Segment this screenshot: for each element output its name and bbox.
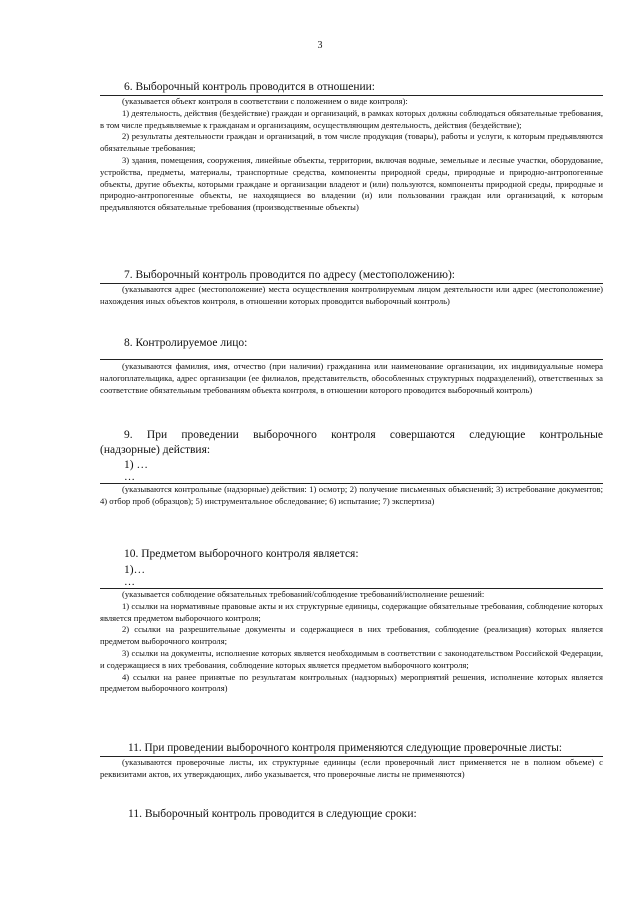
section-9-note-text: (указываются контрольные (надзорные) действия: 1) осмотр; 2) получение письменных объяснений; 3) истребование документов; 4) отбор проб (образцов); 5) инструментальное обследование; 6) испытание; 7) экспертиза) bbox=[100, 484, 603, 506]
section-7-note-text: (указываются адрес (местоположение) места осуществления контролируемым лицом деятельности или адрес (местоположение) нахождения иных объектов контроля, в отношении которых проводится выборочный контроль) bbox=[100, 284, 603, 306]
section-6-note bbox=[100, 96, 603, 214]
section-8-note-text: (указываются фамилия, имя, отчество (при наличии) гражданина или наименование организации, их индивидуальные номера налогоплательщика, адрес организации (ее филиалов, представительств, обособленных структурных подразделений), ответственных за соответствие обязательным требованиям объекта контроля, в отношении которого проводится выборочный контроль) bbox=[100, 361, 603, 395]
section-9-ellipsis: … bbox=[124, 471, 135, 483]
section-7-heading: 7. Выборочный контроль проводится по адресу (местоположению): bbox=[124, 269, 455, 281]
section-10-note-item-1: 1) ссылки на нормативные правовые акты и их структурные единицы, содержащие обязательные требования, соблюдение которых является предметом выборочного контроля; bbox=[100, 600, 603, 623]
section-10-intro: (указывается соблюдение обязательных требований/соблюдение требований/исполнение решений: bbox=[122, 589, 485, 599]
section-6-item-3: 3) здания, помещения, сооружения, линейные объекты, территории, включая водные, земельные и лесные участки, оборудование, устройства, предметы, материалы, транспортные средства, компоненты природной среды, природные и природно-антропогенные объекты, другие объекты, которыми граждане и организации владеют и (или) пользуются, компоненты природной среды, природные и природно-антропогенные объекты, не находящиеся во владении (и) или пользовании граждан или организаций, к которым предъявляются обязательные требования (производственные объекты) bbox=[100, 154, 603, 213]
section-10-note-item-4: 4) ссылки на ранее принятые по результатам контрольных (надзорных) мероприятий решения, исполнение которых является предметом выборочного контроля) bbox=[100, 671, 603, 694]
section-6-item-1: 1) деятельность, действия (бездействие) граждан и организаций, в рамках которых должны соблюдаться обязательные требования, в том числе предъявляемые к гражданам и организациям, осуществляющим деятельность, действия (бездействие); bbox=[100, 107, 603, 130]
section-11-terms-heading: 11. Выборочный контроль проводится в следующие сроки: bbox=[128, 808, 417, 820]
section-11-checklists-heading: 11. При проведении выборочного контроля применяются следующие проверочные листы: bbox=[128, 742, 563, 754]
section-9-item-1: 1) … bbox=[124, 459, 148, 471]
section-10-item-1: 1)… bbox=[124, 564, 146, 576]
section-11-checklists-note-text: (указываются проверочные листы, их структурные единицы (если проверочный лист применяется не в полном объеме) с реквизитами актов, их утверждающих, либо указывается, что проверочные листы не применяются) bbox=[100, 757, 603, 779]
section-11-checklists-note bbox=[100, 757, 603, 781]
page-number: 3 bbox=[317, 40, 323, 51]
section-6-intro: (указывается объект контроля в соответствии с положением о виде контроля): bbox=[122, 96, 408, 106]
section-7-note bbox=[100, 284, 603, 308]
section-10-note bbox=[100, 589, 603, 695]
section-9-note bbox=[100, 484, 603, 508]
section-10-note-item-3: 3) ссылки на документы, исполнение которых является необходимым в соответствии с законодательством Российской Федерации, и содержащиеся в них требования, соблюдение которых является предметом выборочного контроля; bbox=[100, 647, 603, 670]
section-10-heading: 10. Предметом выборочного контроля является: bbox=[124, 548, 359, 560]
section-8-note bbox=[100, 361, 603, 396]
section-9-heading-line-2: (надзорные) действия: bbox=[100, 444, 211, 456]
section-8-heading: 8. Контролируемое лицо: bbox=[124, 337, 248, 349]
section-9-heading-line-1: 9. При проведении выборочного контроля совершаются следующие контрольные bbox=[124, 429, 603, 441]
section-6-item-2: 2) результаты деятельности граждан и организаций, в том числе продукция (товары), работы и услуги, к которым предъявляются обязательные требования; bbox=[100, 131, 603, 154]
section-10-note-item-2: 2) ссылки на разрешительные документы и содержащиеся в них требования, соблюдение (реализация) которых является предметом выборочного контроля; bbox=[100, 624, 603, 647]
section-8-rule bbox=[100, 359, 603, 360]
section-6-heading: 6. Выборочный контроль проводится в отношении: bbox=[124, 81, 375, 93]
section-10-ellipsis: … bbox=[124, 576, 135, 588]
